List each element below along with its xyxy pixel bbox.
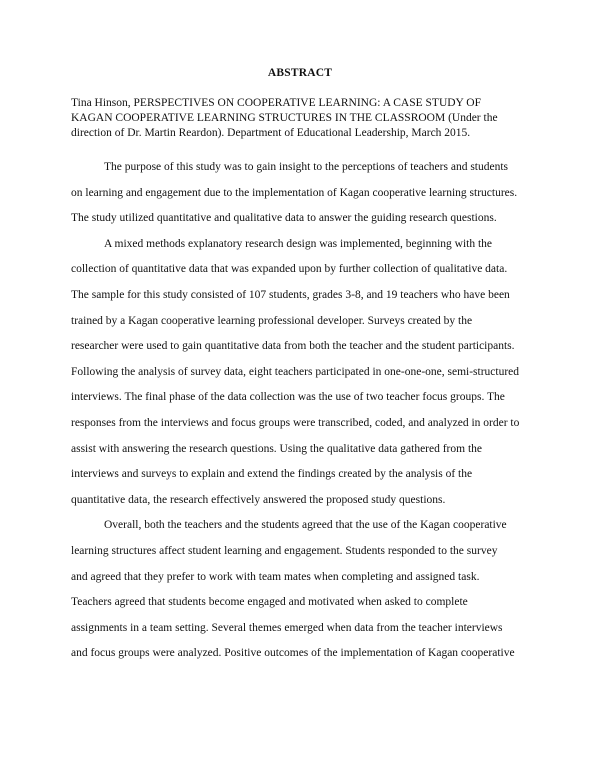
- body-line: trained by a Kagan cooperative learning professional developer. Surveys created by the: [71, 314, 473, 327]
- body-line: Following the analysis of survey data, eight teachers participated in one-one-one, semi-structured: [71, 365, 520, 378]
- body-line: on learning and engagement due to the implementation of Kagan cooperative learning structures.: [71, 186, 518, 199]
- body-line: The sample for this study consisted of 107 students, grades 3-8, and 19 teachers who have been: [71, 288, 510, 301]
- body-line: Teachers agreed that students become engaged and motivated when asked to complete: [71, 596, 468, 609]
- body-line: interviews. The final phase of the data collection was the use of two teacher focus groups. The: [71, 391, 505, 404]
- body-line: assignments in a team setting. Several themes emerged when data from the teacher interviews: [71, 621, 503, 634]
- body-line: collection of quantitative data that was expanded upon by further collection of qualitative data.: [71, 263, 508, 276]
- body-line: quantitative data, the research effectively answered the proposed study questions.: [71, 493, 446, 506]
- body-line: A mixed methods explanatory research design was implemented, beginning with the: [104, 237, 493, 250]
- body-line: responses from the interviews and focus groups were transcribed, coded, and analyzed in order to: [71, 416, 520, 429]
- body-line: assist with answering the research questions. Using the qualitative data gathered from the: [71, 442, 483, 455]
- citation: [71, 96, 533, 141]
- body-line: Overall, both the teachers and the students agreed that the use of the Kagan cooperative: [104, 519, 507, 532]
- body-line: and focus groups were analyzed. Positive outcomes of the implementation of Kagan cooperative: [71, 647, 515, 660]
- body-line: The study utilized quantitative and qualitative data to answer the guiding research questions.: [71, 212, 497, 225]
- body-line: researcher were used to gain quantitative data from both the teacher and the student participants.: [71, 340, 515, 353]
- page-title: ABSTRACT: [267, 67, 333, 79]
- abstract-body: [71, 155, 541, 667]
- body-line: and agreed that they prefer to work with team mates when completing and assigned task.: [71, 570, 480, 583]
- body-line: learning structures affect student learning and engagement. Students responded to the survey: [71, 544, 498, 557]
- body-line: interviews and surveys to explain and extend the findings created by the analysis of the: [71, 468, 473, 481]
- citation-line: Tina Hinson, PERSPECTIVES ON COOPERATIVE LEARNING: A CASE STUDY OF: [71, 97, 482, 109]
- citation-line: direction of Dr. Martin Reardon). Department of Educational Leadership, March 2015.: [71, 127, 471, 139]
- body-line: The purpose of this study was to gain insight to the perceptions of teachers and students: [104, 161, 509, 173]
- citation-line: KAGAN COOPERATIVE LEARNING STRUCTURES IN THE CLASSROOM (Under the: [71, 112, 498, 124]
